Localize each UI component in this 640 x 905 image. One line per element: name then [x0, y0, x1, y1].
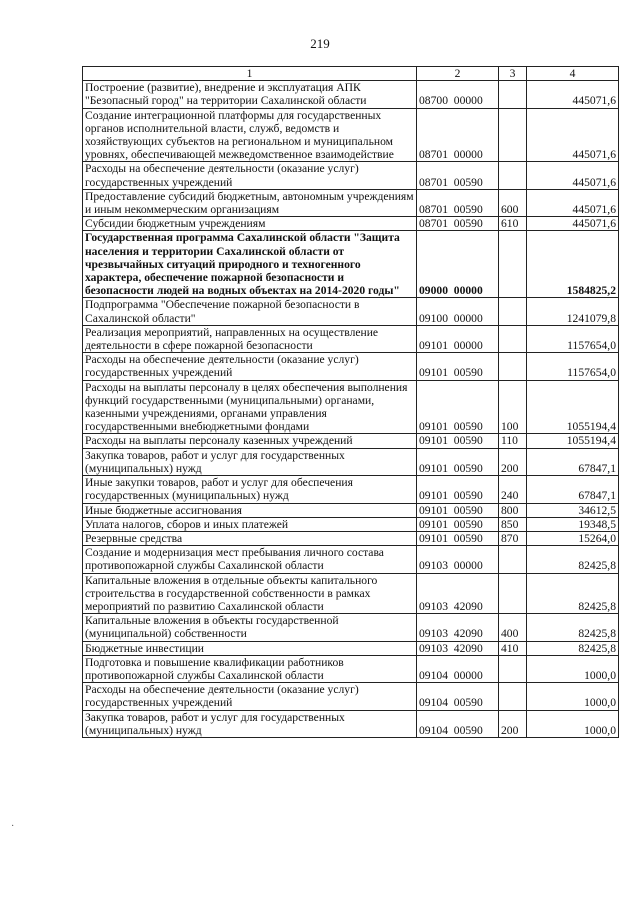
table-row [83, 614, 619, 641]
row-expense-type-cell: 100 [499, 380, 527, 434]
row-code-cell: 09101 00590 [417, 434, 499, 448]
row-name-cell: Закупка товаров, работ и услуг для государственных (муниципальных) нужд [83, 448, 417, 475]
row-amount-cell: 67847,1 [527, 476, 619, 503]
row-name-cell: Построение (развитие), внедрение и эксплуатация АПК "Безопасный город" на территории Сахалинской области [83, 81, 417, 108]
table-row [83, 517, 619, 531]
table-row [83, 231, 619, 298]
row-expense-type-cell [499, 683, 527, 710]
table-row [83, 353, 619, 380]
margin-mark: · [11, 821, 15, 832]
row-code-cell: 09103 42090 [417, 573, 499, 614]
row-amount-cell: 82425,8 [527, 641, 619, 655]
row-code-cell: 09101 00590 [417, 353, 499, 380]
row-name-cell: Капитальные вложения в объекты государственной (муниципальной) собственности [83, 614, 417, 641]
row-expense-type-cell [499, 298, 527, 325]
table-row [83, 162, 619, 189]
row-name-cell: Реализация мероприятий, направленных на осуществление деятельности в сфере пожарной безопасности [83, 325, 417, 352]
table-row [83, 108, 619, 162]
row-amount-cell: 82425,8 [527, 614, 619, 641]
row-name-cell: Расходы на обеспечение деятельности (оказание услуг) государственных учреждений [83, 162, 417, 189]
row-expense-type-cell: 200 [499, 448, 527, 475]
row-amount-cell: 1000,0 [527, 655, 619, 682]
row-expense-type-cell [499, 81, 527, 108]
row-expense-type-cell [499, 546, 527, 573]
row-amount-cell: 1000,0 [527, 710, 619, 737]
row-name-cell: Расходы на выплаты персоналу казенных учреждений [83, 434, 417, 448]
row-expense-type-cell: 870 [499, 531, 527, 545]
table-row [83, 641, 619, 655]
row-amount-cell: 445071,6 [527, 189, 619, 216]
row-code-cell: 09104 00590 [417, 710, 499, 737]
row-expense-type-cell [499, 325, 527, 352]
row-expense-type-cell [499, 573, 527, 614]
row-amount-cell: 1157654,0 [527, 325, 619, 352]
row-expense-type-cell: 240 [499, 476, 527, 503]
row-expense-type-cell [499, 108, 527, 162]
header-col-3: 3 [499, 67, 527, 81]
budget-table [82, 66, 619, 738]
row-expense-type-cell [499, 655, 527, 682]
row-amount-cell: 445071,6 [527, 217, 619, 231]
row-name-cell: Подготовка и повышение квалификации работников противопожарной службы Сахалинской области [83, 655, 417, 682]
row-code-cell: 08700 00000 [417, 81, 499, 108]
table-row [83, 546, 619, 573]
row-code-cell: 09100 00000 [417, 298, 499, 325]
table-row [83, 217, 619, 231]
row-code-cell: 08701 00000 [417, 108, 499, 162]
row-code-cell: 08701 00590 [417, 189, 499, 216]
row-name-cell: Бюджетные инвестиции [83, 641, 417, 655]
row-code-cell: 09101 00590 [417, 503, 499, 517]
row-code-cell: 09104 00000 [417, 655, 499, 682]
row-expense-type-cell: 600 [499, 189, 527, 216]
table-row [83, 655, 619, 682]
row-code-cell: 08701 00590 [417, 217, 499, 231]
budget-table-body [83, 67, 619, 738]
row-name-cell: Расходы на выплаты персоналу в целях обеспечения выполнения функций государственными (муниципальными) органами, казенными учреждениями, органами управления государственными внебюджетными фондами [83, 380, 417, 434]
row-name-cell: Иные закупки товаров, работ и услуг для обеспечения государственных (муниципальных) нужд [83, 476, 417, 503]
row-amount-cell: 1055194,4 [527, 380, 619, 434]
row-amount-cell: 82425,8 [527, 573, 619, 614]
table-row [83, 434, 619, 448]
table-row [83, 531, 619, 545]
row-code-cell: 09103 42090 [417, 614, 499, 641]
row-code-cell: 09101 00590 [417, 380, 499, 434]
row-name-cell: Капитальные вложения в отдельные объекты капитального строительства в государственной собственности в рамках мероприятий по развитию Сахалинской области [83, 573, 417, 614]
row-code-cell: 09101 00590 [417, 531, 499, 545]
table-row [83, 476, 619, 503]
row-code-cell: 09103 42090 [417, 641, 499, 655]
row-name-cell: Создание интеграционной платформы для государственных органов исполнительной власти, служб, ведомств и хозяйствующих субъектов на региональном и муниципальном уровнях, обеспечивающей межведомственное взаимодействие [83, 108, 417, 162]
table-row [83, 448, 619, 475]
row-code-cell: 09101 00590 [417, 476, 499, 503]
row-amount-cell: 1241079,8 [527, 298, 619, 325]
table-row [83, 503, 619, 517]
row-expense-type-cell: 850 [499, 517, 527, 531]
table-row [83, 325, 619, 352]
row-code-cell: 09000 00000 [417, 231, 499, 298]
row-amount-cell: 1157654,0 [527, 353, 619, 380]
row-expense-type-cell [499, 162, 527, 189]
table-row [83, 189, 619, 216]
row-code-cell: 09101 00590 [417, 448, 499, 475]
row-expense-type-cell: 110 [499, 434, 527, 448]
row-expense-type-cell: 610 [499, 217, 527, 231]
row-code-cell: 09103 00000 [417, 546, 499, 573]
table-row [83, 380, 619, 434]
table-row [83, 81, 619, 108]
row-amount-cell: 67847,1 [527, 448, 619, 475]
row-amount-cell: 1000,0 [527, 683, 619, 710]
row-name-cell: Расходы на обеспечение деятельности (оказание услуг) государственных учреждений [83, 353, 417, 380]
header-col-2: 2 [417, 67, 499, 81]
row-amount-cell: 445071,6 [527, 81, 619, 108]
row-amount-cell: 1584825,2 [527, 231, 619, 298]
row-code-cell: 09101 00000 [417, 325, 499, 352]
row-amount-cell: 445071,6 [527, 162, 619, 189]
row-name-cell: Субсидии бюджетным учреждениям [83, 217, 417, 231]
row-amount-cell: 15264,0 [527, 531, 619, 545]
header-col-4: 4 [527, 67, 619, 81]
row-expense-type-cell: 800 [499, 503, 527, 517]
row-name-cell: Подпрограмма "Обеспечение пожарной безопасности в Сахалинской области" [83, 298, 417, 325]
row-amount-cell: 1055194,4 [527, 434, 619, 448]
row-amount-cell: 19348,5 [527, 517, 619, 531]
row-expense-type-cell: 410 [499, 641, 527, 655]
page-number: 219 [310, 36, 330, 51]
header-col-1: 1 [83, 67, 417, 81]
row-name-cell: Резервные средства [83, 531, 417, 545]
row-name-cell: Уплата налогов, сборов и иных платежей [83, 517, 417, 531]
row-expense-type-cell [499, 231, 527, 298]
row-name-cell: Предоставление субсидий бюджетным, автономным учреждениям и иным некоммерческим организациям [83, 189, 417, 216]
row-amount-cell: 82425,8 [527, 546, 619, 573]
row-name-cell: Государственная программа Сахалинской области "Защита населения и территории Сахалинской области от чрезвычайных ситуаций природного и техногенного характера, обеспечение пожарной безопасности и безопасности людей на водных объектах на 2014-2020 годы" [83, 231, 417, 298]
row-code-cell: 09104 00590 [417, 683, 499, 710]
row-name-cell: Расходы на обеспечение деятельности (оказание услуг) государственных учреждений [83, 683, 417, 710]
row-name-cell: Закупка товаров, работ и услуг для государственных (муниципальных) нужд [83, 710, 417, 737]
row-amount-cell: 34612,5 [527, 503, 619, 517]
row-expense-type-cell: 400 [499, 614, 527, 641]
table-row [83, 573, 619, 614]
table-row [83, 683, 619, 710]
table-row [83, 710, 619, 737]
row-name-cell: Иные бюджетные ассигнования [83, 503, 417, 517]
row-name-cell: Создание и модернизация мест пребывания личного состава противопожарной службы Сахалинской области [83, 546, 417, 573]
row-code-cell: 09101 00590 [417, 517, 499, 531]
row-expense-type-cell [499, 353, 527, 380]
table-row [83, 298, 619, 325]
row-amount-cell: 445071,6 [527, 108, 619, 162]
table-header-row [83, 67, 619, 81]
row-expense-type-cell: 200 [499, 710, 527, 737]
row-code-cell: 08701 00590 [417, 162, 499, 189]
